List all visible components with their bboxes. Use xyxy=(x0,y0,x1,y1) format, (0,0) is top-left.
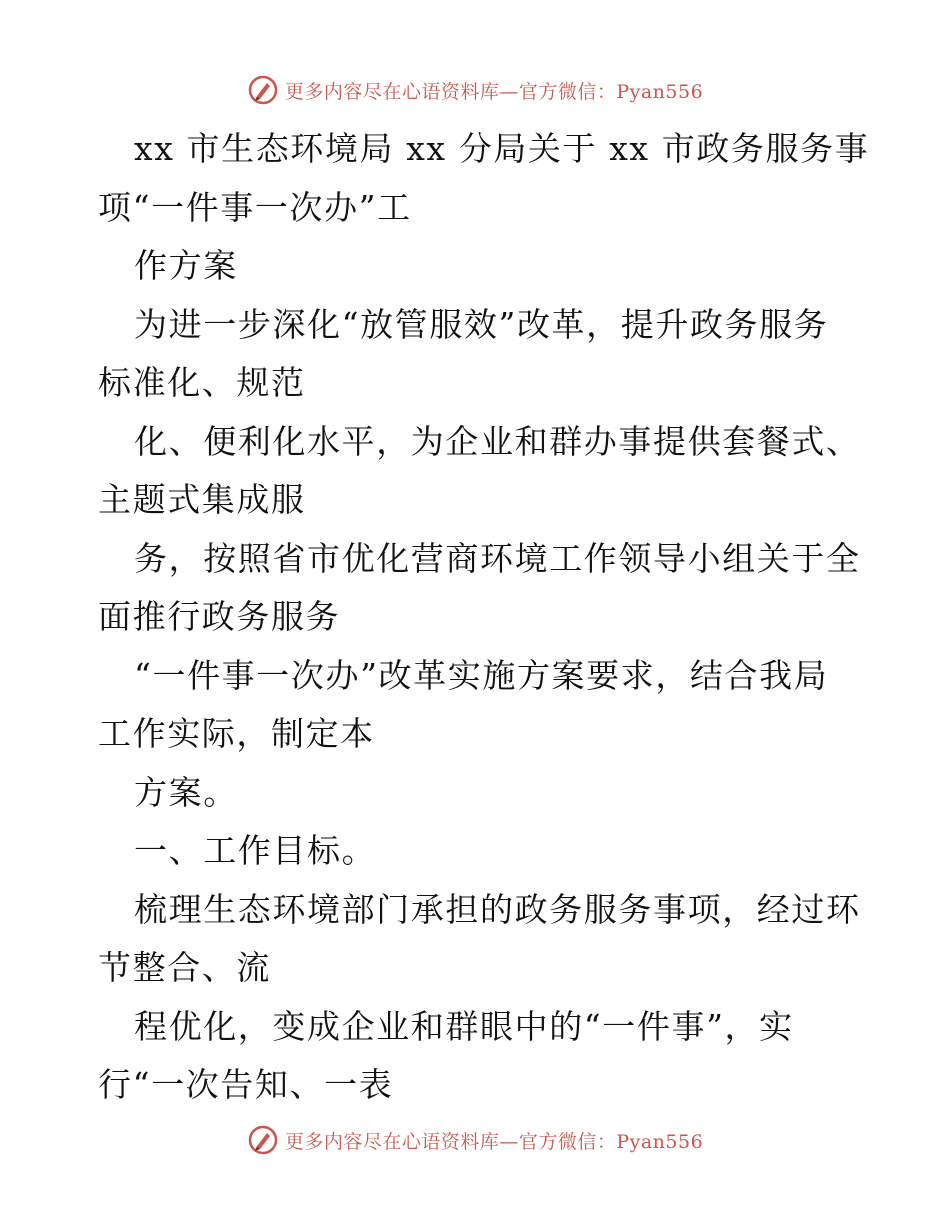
document-body xyxy=(98,120,870,1115)
document-line: “一件事一次办”改革实施方案要求，结合我局 xyxy=(134,655,829,695)
pen-logo-icon xyxy=(247,1124,279,1156)
document-line: 标准化、规范 xyxy=(98,363,306,402)
document-line: 面推行政务服务 xyxy=(98,597,341,636)
document-line: xx 市生态环境局 xx 分局关于 xx 市政务服务事 xyxy=(134,129,870,168)
document-line: 项“一件事一次办”工 xyxy=(98,187,412,227)
document-line: 方案。 xyxy=(134,772,238,812)
document-line: 程优化，变成企业和群眼中的“一件事”，实 xyxy=(134,1006,794,1046)
document-line: 化、便利化水平，为企业和群办事提供套餐式、 xyxy=(134,421,861,461)
pen-logo-icon xyxy=(247,74,279,106)
document-line: 梳理生态环境部门承担的政务服务事项，经过环 xyxy=(134,889,861,929)
document-line: 节整合、流 xyxy=(98,948,271,987)
header-watermark xyxy=(0,70,950,110)
document-line: 作方案 xyxy=(134,246,238,285)
watermark-text: 更多内容尽在心语资料库—官方微信：Pyan556 xyxy=(284,1130,704,1153)
document-line: 工作实际，制定本 xyxy=(98,714,375,753)
document-line: 行“一次告知、一表 xyxy=(98,1065,394,1104)
document-line: 一、工作目标。 xyxy=(134,831,377,870)
document-line: 主题式集成服 xyxy=(98,480,306,519)
footer-watermark xyxy=(0,1120,950,1160)
document-line: 为进一步深化“放管服效”改革，提升政务服务 xyxy=(134,304,829,344)
watermark-text: 更多内容尽在心语资料库—官方微信：Pyan556 xyxy=(284,80,704,103)
document-line: 务，按照省市优化营商环境工作领导小组关于全 xyxy=(134,538,861,578)
